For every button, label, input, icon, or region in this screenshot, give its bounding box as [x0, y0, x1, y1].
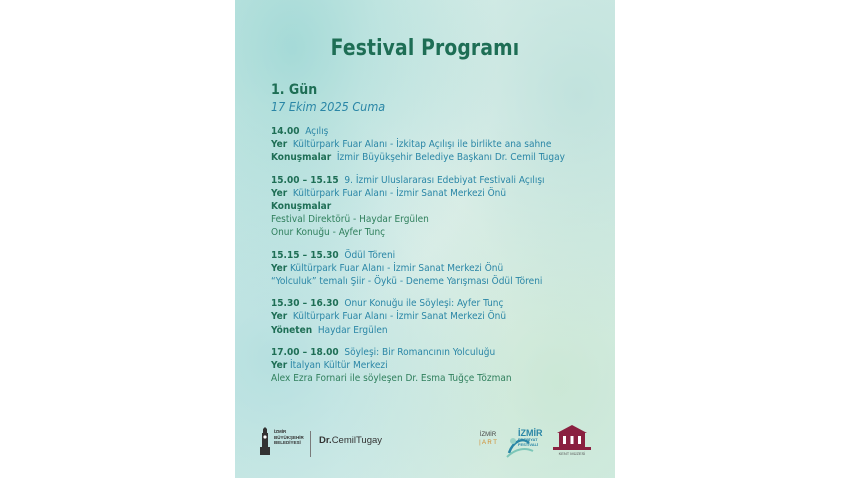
izmir-literature-festival-logo: İZMİR EDEBİYAT FESTİVALİ	[518, 428, 543, 447]
event-item	[271, 249, 611, 289]
event-name: Ödül Töreni	[344, 249, 396, 261]
event-note: “Yolculuk” temalı Şiir - Öykü - Deneme Yarışması Ödül Töreni	[271, 276, 543, 288]
event-name: Açılış	[305, 126, 329, 137]
day-heading: 1. Gün	[271, 82, 318, 98]
logo-divider	[310, 431, 311, 457]
dr-cemil-tugay-logo: Dr.CemilTugay	[319, 435, 383, 446]
event-speakers: İzmir Büyükşehir Belediye Başkanı Dr. Cemil Tugay	[336, 152, 565, 164]
program-content	[271, 82, 611, 394]
izmir-municipality-text: İZMİR BÜYÜKŞEHİR BELEDİYESİ	[274, 429, 304, 445]
event-name: Söyleşi: Bir Romancının Yolculuğu	[344, 346, 496, 358]
event-venue: Kültürpark Fuar Alanı - İzmir Sanat Merkezi Önü	[292, 187, 507, 199]
host-label: Yöneten	[271, 324, 313, 336]
izmir-art-logo: İZMİR | A R T	[479, 432, 497, 446]
sponsor-footer	[235, 415, 615, 465]
event-name: Onur Konuğu ile Söyleşi: Ayfer Tunç	[344, 298, 504, 310]
clock-tower-icon	[258, 427, 272, 457]
event-note: Alex Ezra Fornari ile söyleşen Dr. Esma Tuğçe Tözman	[271, 373, 512, 385]
event-time: 15.15 – 15.30	[271, 249, 339, 261]
page-title: Festival Programı	[330, 36, 520, 61]
event-time: 14.00	[271, 126, 300, 137]
event-item	[271, 125, 611, 165]
event-item	[271, 174, 611, 240]
venue-label: Yer	[271, 262, 288, 274]
event-time: 15.30 – 16.30	[271, 298, 339, 310]
event-host: Haydar Ergülen	[317, 324, 388, 336]
izmir-municipality-logo	[258, 427, 308, 461]
day-date: 17 Ekim 2025 Cuma	[271, 99, 386, 114]
event-item	[271, 346, 611, 386]
speakers-label: Konuşmalar	[271, 152, 332, 164]
event-item	[271, 297, 611, 337]
museum-logo-text: ACTYMMASLEER KENT MÜZESİ	[555, 446, 589, 456]
event-time: 15.00 – 15.15	[271, 174, 339, 186]
event-venue: İtalyan Kültür Merkezi	[290, 360, 388, 372]
event-venue: Kültürpark Fuar Alanı - İzkitap Açılışı ile birlikte ana sahne	[292, 139, 552, 151]
event-name: 9. İzmir Uluslararası Edebiyat Festivali Açılışı	[344, 174, 545, 186]
event-venue: Kültürpark Fuar Alanı - İzmir Sanat Merkezi Önü	[290, 262, 504, 274]
venue-label: Yer	[271, 187, 288, 199]
speakers-label: Konuşmalar	[271, 201, 332, 213]
event-speaker: Onur Konuğu - Ayfer Tunç	[271, 227, 386, 239]
venue-label: Yer	[271, 360, 288, 372]
event-speaker: Festival Direktörü - Haydar Ergülen	[271, 214, 429, 226]
event-venue: Kültürpark Fuar Alanı - İzmir Sanat Merkezi Önü	[292, 311, 507, 323]
festival-poster	[235, 0, 615, 478]
venue-label: Yer	[271, 139, 288, 151]
event-time: 17.00 – 18.00	[271, 346, 339, 358]
venue-label: Yer	[271, 311, 288, 323]
